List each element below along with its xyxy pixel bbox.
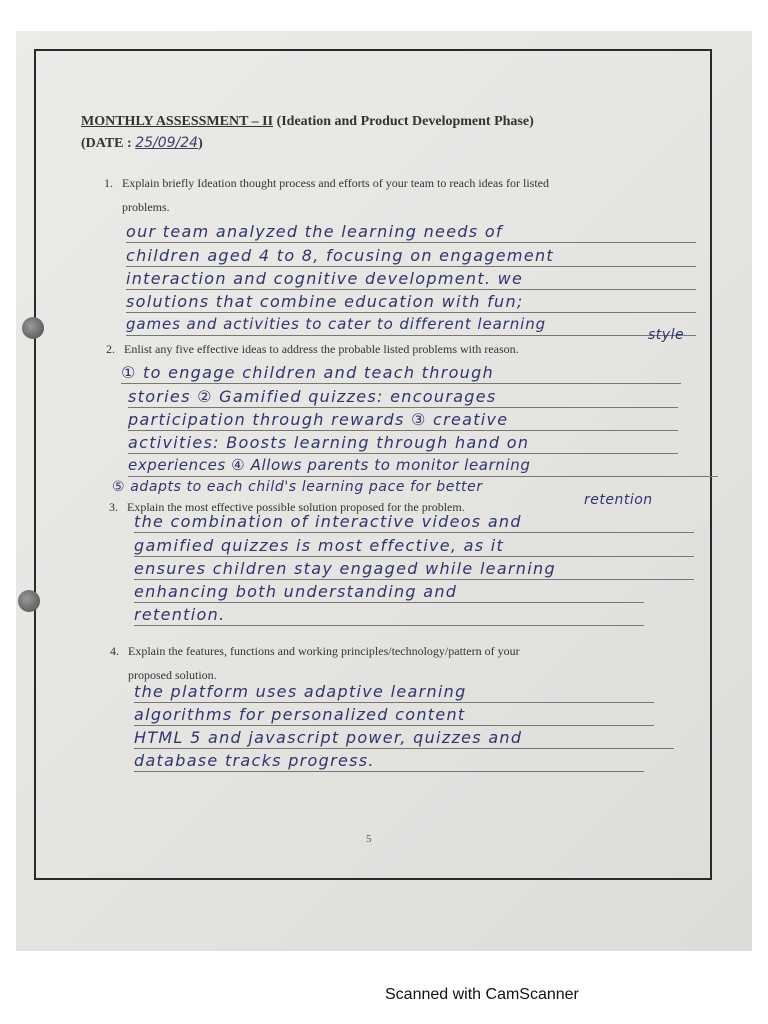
q1-answer-line: style: [648, 327, 685, 343]
q4-answer-line: the platform uses adaptive learning: [134, 681, 654, 703]
q2-answer-line: stories ② Gamified quizzes: encourages: [128, 386, 678, 408]
q3-answer-line: the combination of interactive videos and: [134, 511, 694, 533]
q1-answer-line: our team analyzed the learning needs of: [126, 221, 696, 243]
q3-answer-line: ensures children stay engaged while learning: [134, 558, 694, 580]
q4-answer-line: algorithms for personalized content: [134, 704, 654, 726]
q1-answer-line: interaction and cognitive development. we: [126, 268, 696, 290]
q2-answer-line: activities: Boosts learning through hand on: [128, 432, 678, 454]
question-1: 1. Explain briefly Ideation thought process and efforts of your team to reach ideas for listed problems.: [104, 176, 549, 214]
q2-answer-line: retention: [584, 492, 653, 508]
q1-answer-line: children aged 4 to 8, focusing on engagement: [126, 245, 696, 267]
q2-answer-line: participation through rewards ③ creative: [128, 409, 678, 431]
q4-answer-line: database tracks progress.: [134, 750, 644, 772]
page-number: 5: [366, 833, 372, 845]
assessment-title: MONTHLY ASSESSMENT – II (Ideation and Product Development Phase): [81, 114, 534, 129]
q1-answer-line: games and activities to cater to different learning: [126, 314, 696, 336]
punch-hole-top: [22, 317, 44, 339]
q3-answer-line: gamified quizzes is most effective, as it: [134, 535, 694, 557]
q2-answer-line: ⑤ adapts to each child's learning pace for better: [112, 479, 483, 495]
q3-answer-line: retention.: [134, 604, 644, 626]
scanned-page: [16, 31, 752, 951]
date-value: 25/09/24: [135, 135, 199, 151]
q3-answer-line: enhancing both understanding and: [134, 581, 644, 603]
assessment-date: (DATE : 25/09/24): [81, 135, 203, 151]
q2-answer-line: experiences ④ Allows parents to monitor learning: [128, 455, 718, 477]
scanner-watermark: Scanned with CamScanner: [385, 986, 579, 1003]
q4-answer-line: HTML 5 and javascript power, quizzes and: [134, 727, 674, 749]
punch-hole-bottom: [18, 590, 40, 612]
question-2: 2. Enlist any five effective ideas to address the probable listed problems with reason.: [106, 342, 519, 356]
question-3: 3. Explain the most effective possible solution proposed for the problem.: [109, 500, 465, 514]
q1-answer-line: solutions that combine education with fun;: [126, 291, 696, 313]
q2-answer-line: ① to engage children and teach through: [121, 362, 681, 384]
question-4: 4. Explain the features, functions and working principles/technology/pattern of your proposed solution.: [110, 644, 520, 682]
